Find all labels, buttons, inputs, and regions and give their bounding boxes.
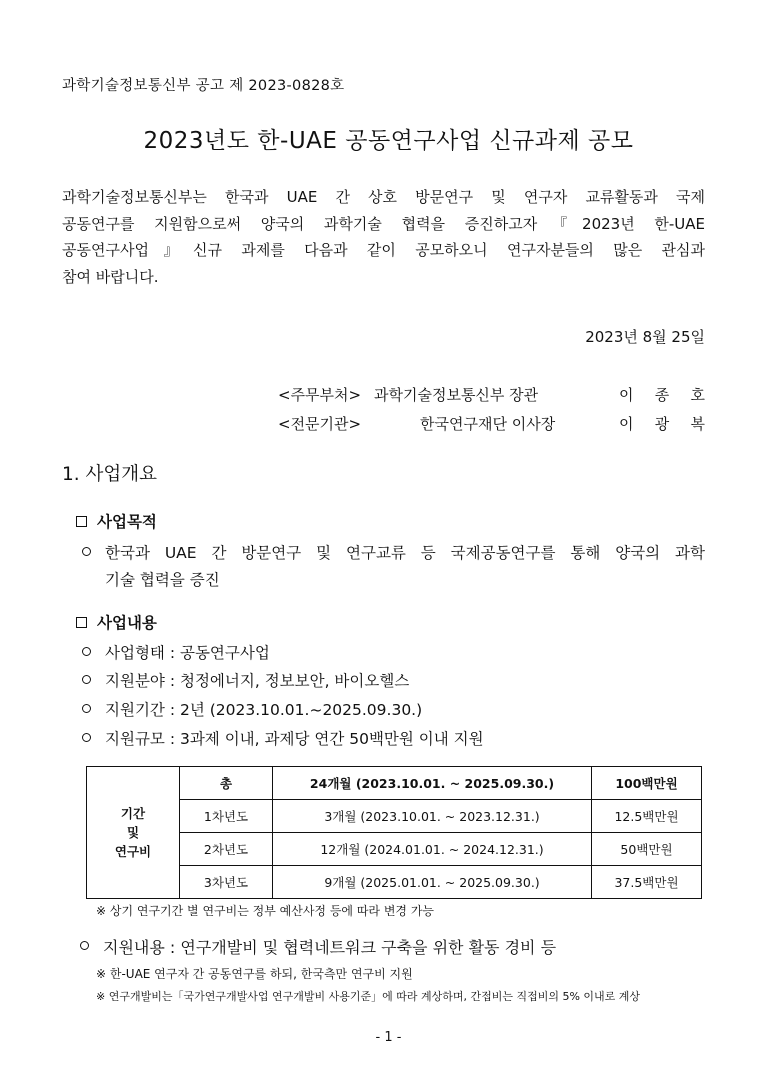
square-bullet-icon [76, 617, 87, 628]
name-char: 호 [690, 386, 705, 404]
table-cell-period: 9개월 (2025.01.01. ~ 2025.09.30.) [273, 866, 592, 899]
table-cell-period: 24개월 (2023.10.01. ~ 2025.09.30.) [273, 767, 592, 800]
name-char: 종 [654, 386, 670, 404]
notice-number: 과학기술정보통신부 공고 제 2023-0828호 [62, 78, 345, 94]
circle-bullet-icon [80, 941, 89, 950]
purpose-line: 한국과 UAE 간 방문연구 및 연구교류 등 국제공동연구를 통해 양국의 과학 [105, 544, 705, 562]
support-text: 지원내용 : 연구개발비 및 협력네트워크 구축을 위한 활동 경비 등 [103, 938, 557, 957]
name-char: 광 [654, 415, 670, 433]
table-cell-year: 2차년도 [180, 833, 273, 866]
content-item [82, 726, 484, 753]
signatory-role: <전문기관> [278, 415, 362, 433]
table-cell-period: 12개월 (2024.01.01. ~ 2024.12.31.) [273, 833, 592, 866]
purpose-line: 기술 협력을 증진 [105, 571, 220, 589]
purpose-item [82, 540, 705, 594]
table-cell-year: 1차년도 [180, 800, 273, 833]
table-cell-year: 총 [180, 767, 273, 800]
content-item-text: 사업형태 : 공동연구사업 [105, 644, 270, 662]
table-row [87, 866, 702, 899]
intro-line: 공동연구사업』신규 과제를 다음과 같이 공모하오니 연구자분들의 많은 관심과 [62, 241, 705, 259]
signatory-name [619, 410, 705, 439]
support-note: ※ 한-UAE 연구자 간 공동연구를 하되, 한국측만 연구비 지원 [96, 967, 413, 981]
signatory-org: 한국연구재단 이사장 [420, 415, 556, 433]
intro-line: 참여 바랍니다. [62, 267, 159, 286]
signatory-org: 과학기술정보통신부 장관 [374, 386, 539, 404]
table-cell-amount: 12.5백만원 [592, 800, 702, 833]
section-heading-overview: 1. 사업개요 [62, 464, 158, 485]
table-cell-amount: 50백만원 [592, 833, 702, 866]
table-row [87, 833, 702, 866]
table-cell-amount: 100백만원 [592, 767, 702, 800]
table-cell-year: 3차년도 [180, 866, 273, 899]
support-note: ※ 연구개발비는「국가연구개발사업 연구개발비 사용기준」에 따라 계상하며, 간접비는 직접비의 5% 이내로 계상 [96, 990, 641, 1003]
content-item-text: 지원분야 : 청정에너지, 정보보안, 바이오헬스 [105, 672, 410, 690]
label-line: 및 [126, 825, 140, 840]
circle-bullet-icon [82, 675, 91, 684]
table-note: ※ 상기 연구기간 별 연구비는 정부 예산사정 등에 따라 변경 가능 [96, 904, 435, 918]
table-row [87, 767, 702, 800]
intro-line: 과학기술정보통신부는 한국과 UAE 간 상호 방문연구 및 연구자 교류활동과 국제 [62, 188, 705, 206]
table-cell-amount: 37.5백만원 [592, 866, 702, 899]
signatory-agency [278, 410, 705, 439]
label-line: 연구비 [114, 844, 152, 859]
signatory-role: <주무부처> [278, 386, 362, 404]
circle-bullet-icon [82, 733, 91, 742]
document-title: 2023년도 한-UAE 공동연구사업 신규과제 공모 [143, 128, 634, 154]
subheading-purpose [76, 510, 157, 532]
intro-line: 공동연구를 지원함으로써 양국의 과학기술 협력을 증진하고자『2023년 한-UAE [62, 214, 705, 233]
subheading-label: 사업내용 [97, 614, 157, 632]
table-row-label [87, 767, 180, 899]
signatory-ministry [278, 381, 705, 410]
support-item [80, 934, 556, 961]
content-item [82, 697, 422, 724]
name-char: 이 [619, 386, 634, 404]
signatory-name [619, 381, 705, 410]
page-number: - 1 - [375, 1030, 402, 1045]
name-char: 복 [690, 415, 705, 433]
content-item-text: 지원규모 : 3과제 이내, 과제당 연간 50백만원 이내 지원 [105, 730, 484, 748]
circle-bullet-icon [82, 547, 91, 556]
table-cell-period: 3개월 (2023.10.01. ~ 2023.12.31.) [273, 800, 592, 833]
label-line: 기간 [120, 806, 146, 821]
notice-date: 2023년 8월 25일 [585, 328, 705, 346]
square-bullet-icon [76, 516, 87, 527]
content-item [82, 668, 409, 695]
subheading-content [76, 611, 157, 633]
content-item [82, 640, 270, 667]
table-row [87, 800, 702, 833]
circle-bullet-icon [82, 647, 91, 656]
circle-bullet-icon [82, 704, 91, 713]
signatories [278, 381, 705, 439]
period-budget-table [86, 766, 702, 899]
subheading-label: 사업목적 [97, 513, 157, 531]
name-char: 이 [619, 415, 634, 433]
content-item-text: 지원기간 : 2년 (2023.10.01.~2025.09.30.) [105, 701, 423, 719]
intro-paragraph [62, 184, 705, 290]
